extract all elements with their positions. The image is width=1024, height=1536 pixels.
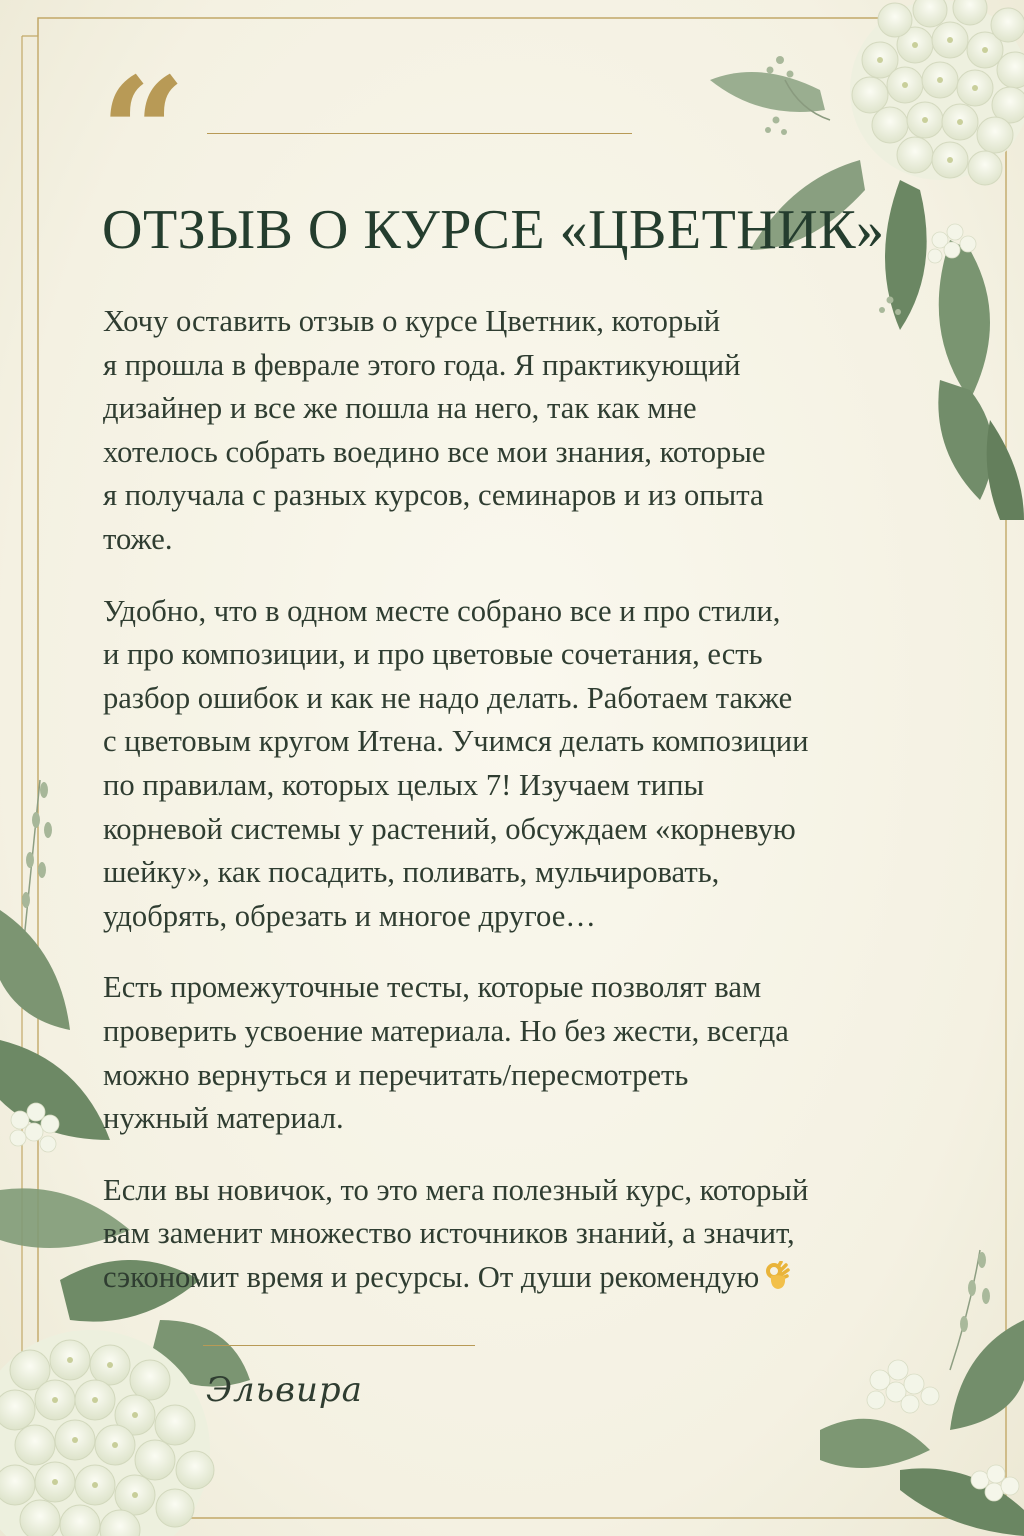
top-divider bbox=[207, 133, 632, 134]
paragraph-line: с цветовым кругом Итена. Учимся делать композиции bbox=[103, 724, 809, 759]
paragraph-line: проверить усвоение материала. Но без жести, всегда bbox=[103, 1013, 789, 1048]
paragraph-line-last bbox=[103, 1256, 953, 1300]
paragraph-line: Удобно, что в одном месте собрано все и про стили, bbox=[103, 593, 781, 628]
paragraph-line: я получала с разных курсов, семинаров и из опыта bbox=[103, 478, 764, 513]
paragraph-line: хотелось собрать воедино все мои знания, которые bbox=[103, 434, 766, 469]
signature: Эльвира bbox=[206, 1370, 363, 1410]
paragraph-line: Если вы новичок, то это мега полезный курс, который bbox=[103, 1172, 809, 1207]
paragraph-line: вам заменит множество источников знаний, а значит, bbox=[103, 1216, 795, 1251]
paragraph-line: корневой системы у растений, обсуждаем «корневую bbox=[103, 811, 796, 846]
paragraph-line: тоже. bbox=[103, 521, 173, 556]
paragraph-1 bbox=[103, 300, 953, 562]
paragraph-line: и про композиции, и про цветовые сочетания, есть bbox=[103, 637, 763, 672]
paragraph-line: удобрять, обрезать и многое другое… bbox=[103, 898, 596, 933]
paragraph-line: разбор ошибок и как не надо делать. Работаем также bbox=[103, 680, 793, 715]
opening-quote-icon: “ bbox=[100, 45, 181, 221]
paragraph-4 bbox=[103, 1169, 953, 1300]
paragraph-line: дизайнер и все же пошла на него, так как мне bbox=[103, 391, 697, 426]
ok-hand-emoji-icon bbox=[765, 1261, 791, 1291]
paragraph-line: Есть промежуточные тесты, которые позволят вам bbox=[103, 970, 762, 1005]
paragraph-line: шейку», как посадить, поливать, мульчировать, bbox=[103, 855, 720, 890]
paragraph-line: можно вернуться и перечитать/пересмотреть bbox=[103, 1057, 689, 1092]
paragraph-3 bbox=[103, 966, 953, 1140]
paragraph-line: я прошла в феврале этого года. Я практикующий bbox=[103, 347, 741, 382]
signature-divider bbox=[203, 1345, 475, 1346]
paragraph-line: Хочу оставить отзыв о курсе Цветник, который bbox=[103, 304, 721, 338]
review-body bbox=[103, 300, 953, 1327]
paragraph-2 bbox=[103, 590, 953, 939]
paragraph-line: нужный материал. bbox=[103, 1101, 344, 1136]
review-title: ОТЗЫВ О КУРСЕ «ЦВЕТНИК» bbox=[102, 199, 885, 261]
paragraph-line-text: сэкономит время и ресурсы. От души рекомендую bbox=[103, 1259, 760, 1294]
paragraph-line: по правилам, которых целых 7! Изучаем типы bbox=[103, 767, 705, 802]
